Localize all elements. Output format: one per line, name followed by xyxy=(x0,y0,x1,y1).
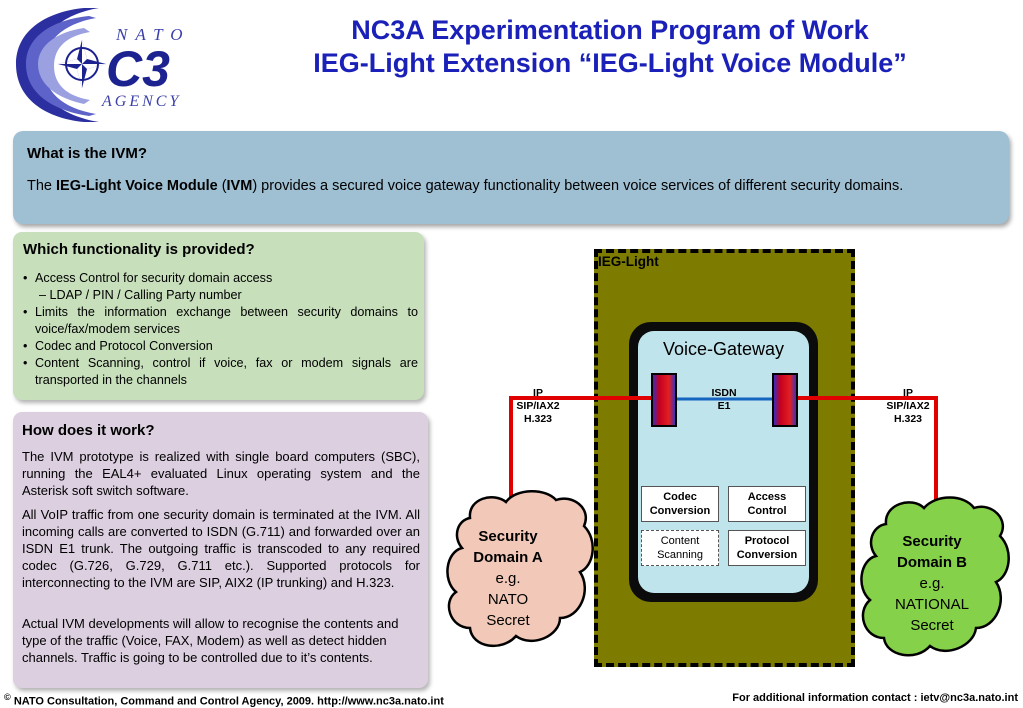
functionality-heading: Which functionality is provided? xyxy=(23,241,255,258)
content-scanning-module: Content Scanning xyxy=(641,530,719,566)
left-link-h323: H.323 xyxy=(523,413,553,425)
domain-b-title-2: Domain B xyxy=(896,554,967,571)
domain-a-title-2: Domain A xyxy=(473,549,543,566)
logo-c3-text: C3 xyxy=(106,41,170,97)
list-item: • Access Control for security domain access xyxy=(23,270,418,287)
domain-a-line-1: NATO xyxy=(487,591,529,608)
footer-copyright xyxy=(4,692,444,708)
how-paragraph-1: The IVM prototype is realized with single board computers (SBC), running the EAL4+ evaluated Linux operating system and the Asterisk soft switch software. xyxy=(22,449,420,498)
sbc-left-icon xyxy=(652,374,676,426)
domain-b-title-1: Security xyxy=(902,533,962,550)
access-control-module: Access Control xyxy=(728,486,806,522)
logo-nato-text: NATO xyxy=(116,25,191,44)
domain-a-line-2: Secret xyxy=(486,612,530,629)
footer-contact: For additional information contact : ietv@nc3a.nato.int xyxy=(732,692,1018,704)
how-heading: How does it work? xyxy=(22,422,155,439)
list-item: – LDAP / PIN / Calling Party number xyxy=(39,288,242,302)
left-link-sip: SIP/IAX2 xyxy=(516,400,560,412)
protocol-conversion-module: Protocol Conversion xyxy=(728,530,806,566)
right-link-h323: H.323 xyxy=(893,413,923,425)
domain-b-line-1: NATIONAL xyxy=(895,596,969,613)
right-link-ip: IP xyxy=(903,387,913,399)
ieg-light-label: IEG-Light xyxy=(598,254,659,269)
left-link-ip: IP xyxy=(533,387,543,399)
how-paragraph-2: All VoIP traffic from one security domain is terminated at the IVM. All incoming calls are converted to ISDN (G.711) and forwarded over an ISDN E1 trunk. The outgoing traffic is transcoded to any required codec (G.726, G.729, G.711 etc.). Supported protocols for interconnecting to the IVM are SIP, AIX2 (IP trunking) and H.323. xyxy=(22,507,420,590)
domain-b-label xyxy=(882,531,982,636)
what-text-mid: ( xyxy=(217,178,227,194)
logo-agency-text: AGENCY xyxy=(102,93,182,110)
right-link-label xyxy=(878,387,938,426)
domain-b-line-2: Secret xyxy=(910,617,954,634)
domain-a-title-1: Security xyxy=(478,528,538,545)
footer-left-text: NATO Consultation, Command and Control Agency, 2009. http://www.nc3a.nato.int xyxy=(13,695,444,708)
copyright-symbol: © xyxy=(4,692,11,702)
list-item: • Content Scanning, control if voice, fax or modem signals are transported in the channels xyxy=(23,355,418,389)
isdn-label xyxy=(702,387,746,413)
what-text-post: ) provides a secured voice gateway functionality between voice services of different security domains. xyxy=(252,178,904,194)
how-paragraph-3: Actual IVM developments will allow to recognise the contents and type of the traffic (Voice, FAX, Modem) as well as detect hidden channels. Traffic is going to be controlled due to it’s contents. xyxy=(22,616,399,665)
left-link-label xyxy=(508,387,568,426)
isdn-text: ISDN xyxy=(711,387,737,399)
codec-conversion-module: Codec Conversion xyxy=(641,486,719,522)
list-item: • Limits the information exchange between security domains to voice/fax/modem services xyxy=(23,304,418,338)
title-line-1: NC3A Experimentation Program of Work xyxy=(351,15,869,45)
domain-a-eg: e.g. xyxy=(495,570,521,587)
e1-text: E1 xyxy=(717,400,731,412)
list-item: • Codec and Protocol Conversion xyxy=(23,338,418,355)
right-link-sip: SIP/IAX2 xyxy=(886,400,930,412)
domain-a-label xyxy=(458,526,558,631)
what-heading: What is the IVM? xyxy=(27,145,147,162)
voice-gateway-title: Voice-Gateway xyxy=(662,339,785,359)
title-line-2: IEG-Light Extension “IEG-Light Voice Module” xyxy=(313,48,907,78)
sbc-right-icon xyxy=(773,374,797,426)
what-text-bold-ivm: IVM xyxy=(226,178,253,194)
what-text-bold-ivm-full: IEG-Light Voice Module xyxy=(56,178,218,194)
domain-b-eg: e.g. xyxy=(919,575,945,592)
what-text-pre: The xyxy=(27,178,57,194)
